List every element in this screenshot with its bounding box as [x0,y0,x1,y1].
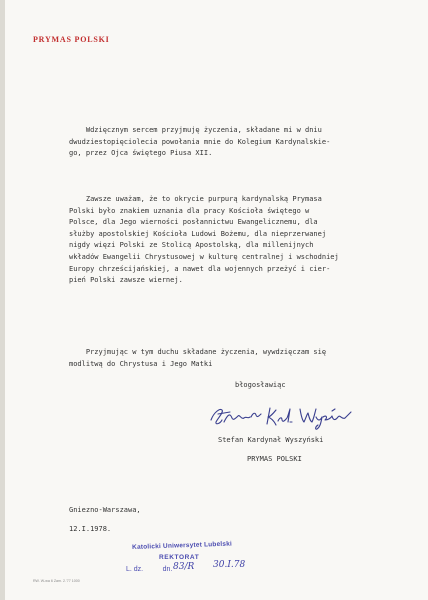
paragraph-2: Zawsze uważam, że to okrycie purpurą kardynalską Prymasa Polski było znakiem uznania dla pracy Kościoła świętego w Polsce, dla Jego wierności posłannictwu Ewangelicznemu, dla służby apostolskiej Kościoła Ludowi Bożemu, dla nieprzerwanej nigdy więzi Polski ze Stolicą Apostolską, dla millenijnych wkładów Ewangelii Chrystusowej w kulturę centralnej i wschodniej Europy chrześcijańskiej, a nawet dla wojennych przeżyć i cier- pień Polski zawsze wiernej. [69,195,339,285]
registry-stamp [126,540,252,582]
printer-imprint: RW. W-wa 6 Zam. 2.'77 1000 [33,579,80,583]
paragraph-3: Przyjmując w tym duchu składane życzenia, wywdzięczam się modlitwą do Chrystusa i Jego Matki [69,348,327,368]
stamp-office: REKTORAT [159,554,200,561]
closing-blessing: błogosławiąc [235,381,286,389]
stamp-fields: L. dz. dn. [126,566,173,573]
date-line: 12.I.1978. [69,525,112,533]
letterhead-title: PRYMAS POLSKI [33,35,110,44]
paragraph-1: Wdzięcznym sercem przyjmuję życzenia, składane mi w dniu dwudziestopięciolecia powołania mnie do Kolegium Kardynalskie- go, przez Ojca świętego Piusa XII. [69,126,331,158]
page-edge [0,0,5,600]
stamp-institution: Katolicki Uniwersytet Lubelski [132,540,233,551]
signatory-title: PRYMAS POLSKI [247,455,302,463]
place-line: Gniezno-Warszawa, [69,506,141,514]
stamp-handwritten-date: 30.I.78 [213,560,246,570]
stamp-handwritten-number: 83/R [173,562,195,572]
signatory-name: Stefan Kardynał Wyszyński [218,436,324,444]
handwritten-signature [208,400,353,432]
